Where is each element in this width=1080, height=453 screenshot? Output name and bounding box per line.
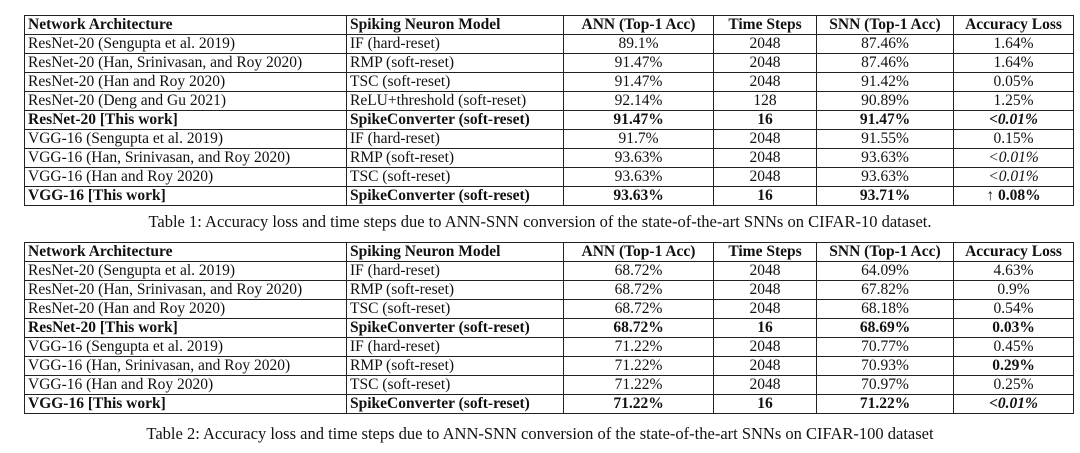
cell-time-steps: 2048 <box>714 168 817 187</box>
cell-time-steps: 16 <box>714 395 817 414</box>
cell-neuron-model: SpikeConverter (soft-reset) <box>347 111 564 130</box>
cell-network-architecture: ResNet-20 (Han and Roy 2020) <box>25 73 347 92</box>
table-header-row <box>25 16 1074 35</box>
cell-accuracy-loss: 0.25% <box>954 376 1074 395</box>
cell-accuracy-loss: 1.25% <box>954 92 1074 111</box>
header-snn-acc: SNN (Top-1 Acc) <box>817 16 954 35</box>
table-row <box>25 35 1074 54</box>
cell-neuron-model: TSC (soft-reset) <box>347 73 564 92</box>
header-time-steps: Time Steps <box>714 243 817 262</box>
cell-ann-acc: 68.72% <box>564 281 714 300</box>
cell-neuron-model: RMP (soft-reset) <box>347 281 564 300</box>
table-row <box>25 130 1074 149</box>
cell-accuracy-loss: <0.01% <box>954 168 1074 187</box>
table-row <box>25 187 1074 206</box>
cell-ann-acc: 68.72% <box>564 300 714 319</box>
cell-time-steps: 2048 <box>714 149 817 168</box>
cell-snn-acc: 67.82% <box>817 281 954 300</box>
header-ann-acc: ANN (Top-1 Acc) <box>564 243 714 262</box>
cell-time-steps: 16 <box>714 111 817 130</box>
cell-network-architecture: ResNet-20 [This work] <box>25 111 347 130</box>
cell-snn-acc: 93.63% <box>817 168 954 187</box>
header-network-architecture: Network Architecture <box>25 16 347 35</box>
cell-accuracy-loss: 0.9% <box>954 281 1074 300</box>
cell-snn-acc: 68.69% <box>817 319 954 338</box>
header-accuracy-loss: Accuracy Loss <box>954 243 1074 262</box>
cell-time-steps: 2048 <box>714 357 817 376</box>
table-row <box>25 168 1074 187</box>
cell-network-architecture: VGG-16 (Han, Srinivasan, and Roy 2020) <box>25 149 347 168</box>
header-snn-acc: SNN (Top-1 Acc) <box>817 243 954 262</box>
table-row <box>25 376 1074 395</box>
header-network-architecture: Network Architecture <box>25 243 347 262</box>
cell-neuron-model: SpikeConverter (soft-reset) <box>347 395 564 414</box>
cell-neuron-model: IF (hard-reset) <box>347 262 564 281</box>
cell-accuracy-loss: ↑ 0.08% <box>954 187 1074 206</box>
cell-network-architecture: VGG-16 [This work] <box>25 187 347 206</box>
header-spiking-neuron-model: Spiking Neuron Model <box>347 243 564 262</box>
cell-ann-acc: 91.47% <box>564 54 714 73</box>
table-1-container <box>24 15 1073 206</box>
cell-snn-acc: 68.18% <box>817 300 954 319</box>
cell-accuracy-loss: 1.64% <box>954 54 1074 73</box>
table-row <box>25 338 1074 357</box>
cell-time-steps: 2048 <box>714 300 817 319</box>
cell-neuron-model: IF (hard-reset) <box>347 35 564 54</box>
cell-ann-acc: 71.22% <box>564 357 714 376</box>
cell-neuron-model: IF (hard-reset) <box>347 338 564 357</box>
cell-ann-acc: 71.22% <box>564 395 714 414</box>
cell-accuracy-loss: 0.45% <box>954 338 1074 357</box>
table-row <box>25 111 1074 130</box>
cell-network-architecture: VGG-16 (Sengupta et al. 2019) <box>25 338 347 357</box>
cell-network-architecture: ResNet-20 (Han, Srinivasan, and Roy 2020) <box>25 281 347 300</box>
table-2-caption: Table 2: Accuracy loss and time steps due to ANN-SNN conversion of the state-of-the-art SNNs on CIFAR-100 dataset <box>146 424 934 443</box>
cell-network-architecture: VGG-16 (Han and Roy 2020) <box>25 376 347 395</box>
cell-neuron-model: TSC (soft-reset) <box>347 168 564 187</box>
cifar100-results-table <box>24 242 1074 414</box>
cell-time-steps: 2048 <box>714 262 817 281</box>
cell-accuracy-loss: <0.01% <box>954 395 1074 414</box>
header-time-steps: Time Steps <box>714 16 817 35</box>
cell-accuracy-loss: 1.64% <box>954 35 1074 54</box>
cell-snn-acc: 71.22% <box>817 395 954 414</box>
cell-neuron-model: SpikeConverter (soft-reset) <box>347 319 564 338</box>
table-row <box>25 281 1074 300</box>
cell-ann-acc: 68.72% <box>564 319 714 338</box>
table-row <box>25 319 1074 338</box>
cell-time-steps: 16 <box>714 319 817 338</box>
cell-network-architecture: VGG-16 (Han, Srinivasan, and Roy 2020) <box>25 357 347 376</box>
table-2-container <box>24 242 1073 414</box>
table-row <box>25 300 1074 319</box>
cell-snn-acc: 93.63% <box>817 149 954 168</box>
table-1-caption: Table 1: Accuracy loss and time steps due to ANN-SNN conversion of the state-of-the-art SNNs on CIFAR-10 dataset. <box>148 212 932 231</box>
cell-snn-acc: 91.47% <box>817 111 954 130</box>
cell-ann-acc: 92.14% <box>564 92 714 111</box>
cell-snn-acc: 64.09% <box>817 262 954 281</box>
table-row <box>25 357 1074 376</box>
cell-ann-acc: 89.1% <box>564 35 714 54</box>
cell-network-architecture: VGG-16 (Sengupta et al. 2019) <box>25 130 347 149</box>
cell-neuron-model: TSC (soft-reset) <box>347 376 564 395</box>
cell-time-steps: 2048 <box>714 73 817 92</box>
cell-neuron-model: RMP (soft-reset) <box>347 149 564 168</box>
cell-neuron-model: TSC (soft-reset) <box>347 300 564 319</box>
cell-snn-acc: 91.42% <box>817 73 954 92</box>
cell-network-architecture: ResNet-20 (Han, Srinivasan, and Roy 2020) <box>25 54 347 73</box>
cell-time-steps: 2048 <box>714 130 817 149</box>
cell-snn-acc: 90.89% <box>817 92 954 111</box>
cell-accuracy-loss: 0.03% <box>954 319 1074 338</box>
cell-time-steps: 2048 <box>714 281 817 300</box>
cell-accuracy-loss: 0.29% <box>954 357 1074 376</box>
cell-accuracy-loss: 0.15% <box>954 130 1074 149</box>
table-row <box>25 92 1074 111</box>
header-accuracy-loss: Accuracy Loss <box>954 16 1074 35</box>
cell-neuron-model: IF (hard-reset) <box>347 130 564 149</box>
cell-time-steps: 2048 <box>714 376 817 395</box>
header-ann-acc: ANN (Top-1 Acc) <box>564 16 714 35</box>
cell-snn-acc: 87.46% <box>817 54 954 73</box>
cell-snn-acc: 91.55% <box>817 130 954 149</box>
table-row <box>25 54 1074 73</box>
cell-accuracy-loss: 0.05% <box>954 73 1074 92</box>
cell-neuron-model: ReLU+threshold (soft-reset) <box>347 92 564 111</box>
cell-ann-acc: 71.22% <box>564 376 714 395</box>
cell-snn-acc: 70.97% <box>817 376 954 395</box>
cell-accuracy-loss: 0.54% <box>954 300 1074 319</box>
cell-time-steps: 2048 <box>714 35 817 54</box>
cell-neuron-model: RMP (soft-reset) <box>347 54 564 73</box>
cell-network-architecture: ResNet-20 (Deng and Gu 2021) <box>25 92 347 111</box>
cell-neuron-model: SpikeConverter (soft-reset) <box>347 187 564 206</box>
cell-snn-acc: 70.93% <box>817 357 954 376</box>
table-row <box>25 262 1074 281</box>
table-row <box>25 73 1074 92</box>
cell-snn-acc: 93.71% <box>817 187 954 206</box>
cell-accuracy-loss: <0.01% <box>954 111 1074 130</box>
cell-ann-acc: 93.63% <box>564 187 714 206</box>
cell-ann-acc: 91.7% <box>564 130 714 149</box>
cell-ann-acc: 91.47% <box>564 73 714 92</box>
cell-time-steps: 2048 <box>714 338 817 357</box>
cell-snn-acc: 87.46% <box>817 35 954 54</box>
cell-ann-acc: 91.47% <box>564 111 714 130</box>
cell-network-architecture: ResNet-20 (Sengupta et al. 2019) <box>25 35 347 54</box>
cell-neuron-model: RMP (soft-reset) <box>347 357 564 376</box>
cell-time-steps: 128 <box>714 92 817 111</box>
cifar10-results-table <box>24 15 1074 206</box>
cell-ann-acc: 93.63% <box>564 168 714 187</box>
cell-network-architecture: ResNet-20 [This work] <box>25 319 347 338</box>
cell-time-steps: 16 <box>714 187 817 206</box>
cell-ann-acc: 93.63% <box>564 149 714 168</box>
cell-accuracy-loss: <0.01% <box>954 149 1074 168</box>
cell-snn-acc: 70.77% <box>817 338 954 357</box>
table-row <box>25 149 1074 168</box>
table-header-row <box>25 243 1074 262</box>
cell-network-architecture: VGG-16 [This work] <box>25 395 347 414</box>
cell-ann-acc: 71.22% <box>564 338 714 357</box>
table-row <box>25 395 1074 414</box>
cell-accuracy-loss: 4.63% <box>954 262 1074 281</box>
cell-network-architecture: ResNet-20 (Han and Roy 2020) <box>25 300 347 319</box>
cell-network-architecture: VGG-16 (Han and Roy 2020) <box>25 168 347 187</box>
cell-ann-acc: 68.72% <box>564 262 714 281</box>
cell-time-steps: 2048 <box>714 54 817 73</box>
header-spiking-neuron-model: Spiking Neuron Model <box>347 16 564 35</box>
cell-network-architecture: ResNet-20 (Sengupta et al. 2019) <box>25 262 347 281</box>
